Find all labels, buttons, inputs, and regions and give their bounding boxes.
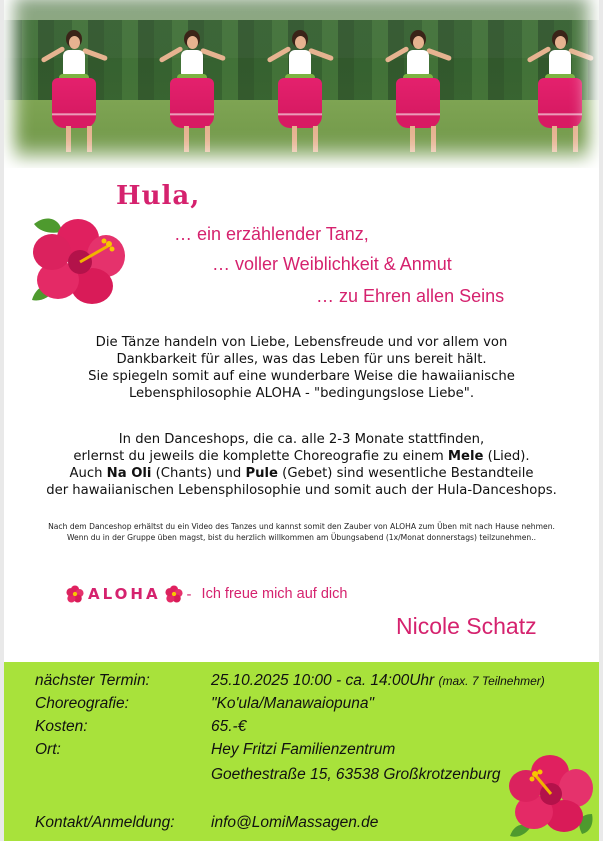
tagline-line-1: … ein erzählender Tanz, — [174, 224, 369, 244]
danceshop-line: der hawaiianischen Lebensphilosophie und somit auch der Hula-Danceshops. — [46, 483, 557, 498]
choreo-label: Choreografie: — [35, 695, 129, 712]
intro-line: Lebensphilosophie ALOHA - "bedingungslose Liebe". — [128, 386, 475, 401]
na-oli-term: Na Oli — [106, 466, 152, 481]
hibiscus-flower-icon — [66, 585, 84, 603]
aloha-greeting — [66, 585, 347, 603]
termin-value: 25.10.2025 10:00 - ca. 14:00Uhr (max. 7 Teilnehmer) — [211, 672, 545, 689]
danceshop-line: erlernst du jeweils die komplette Choreografie zu einem Mele (Lied). — [73, 449, 530, 464]
termin-note: (max. 7 Teilnehmer) — [438, 674, 545, 688]
aloha-word: ALOHA — [88, 585, 161, 603]
hibiscus-flower-icon — [26, 208, 130, 308]
ort-value-2: Goethestraße 15, 63538 Großkrotzenburg — [211, 766, 501, 783]
aloha-text: Ich freue mich auf dich — [201, 586, 348, 602]
choreo-value: "Ko'ula/Manawaiopuna" — [211, 695, 375, 712]
hula-dancers-photo — [4, 0, 599, 168]
danceshop-line: In den Danceshops, die ca. alle 2-3 Monate stattfinden, — [118, 432, 485, 447]
intro-paragraph — [24, 334, 579, 402]
pule-term: Pule — [245, 466, 278, 481]
ort-label: Ort: — [35, 741, 61, 758]
termin-label: nächster Termin: — [35, 672, 150, 689]
flyer — [4, 0, 599, 841]
mele-term: Mele — [447, 449, 484, 464]
hibiscus-flower-icon — [506, 750, 598, 838]
page-title: Hula, — [116, 181, 201, 211]
hibiscus-flower-icon — [165, 585, 183, 603]
kontakt-email-link[interactable]: info@LomiMassagen.de — [211, 814, 379, 831]
kontakt-label: Kontakt/Anmeldung: — [35, 814, 175, 831]
danceshop-paragraph — [24, 431, 579, 499]
ort-value-1: Hey Fritzi Familienzentrum — [211, 741, 396, 758]
intro-line: Sie spiegeln somit auf eine wunderbare Weise die hawaiianische — [88, 369, 515, 384]
kosten-value: 65.-€ — [211, 718, 247, 735]
event-details-panel — [4, 662, 599, 841]
danceshop-line: Auch Na Oli (Chants) und Pule (Gebet) sind wesentliche Bestandteile — [69, 466, 534, 481]
aloha-dash: - — [186, 585, 192, 603]
fine-print-line: Wenn du in der Gruppe üben magst, bist du herzlich willkommen am Übungsabend (1x/Monat donnerstags) teilzunehmen.. — [66, 533, 537, 542]
intro-line: Dankbarkeit für alles, was das Leben für uns bereit hält. — [116, 352, 487, 367]
tagline-line-2: … voller Weiblichkeit & Anmut — [212, 254, 452, 274]
fine-print — [24, 521, 579, 543]
kosten-label: Kosten: — [35, 718, 88, 735]
tagline-line-3: … zu Ehren allen Seins — [316, 286, 505, 306]
intro-line: Die Tänze handeln von Liebe, Lebensfreude und vor allem von — [95, 335, 508, 350]
signature: Nicole Schatz — [396, 613, 537, 639]
fine-print-line: Nach dem Danceshop erhältst du ein Video des Tanzes und kannst somit den Zauber von ALOHA zum Üben mit nach Hause nehmen. — [48, 522, 555, 531]
